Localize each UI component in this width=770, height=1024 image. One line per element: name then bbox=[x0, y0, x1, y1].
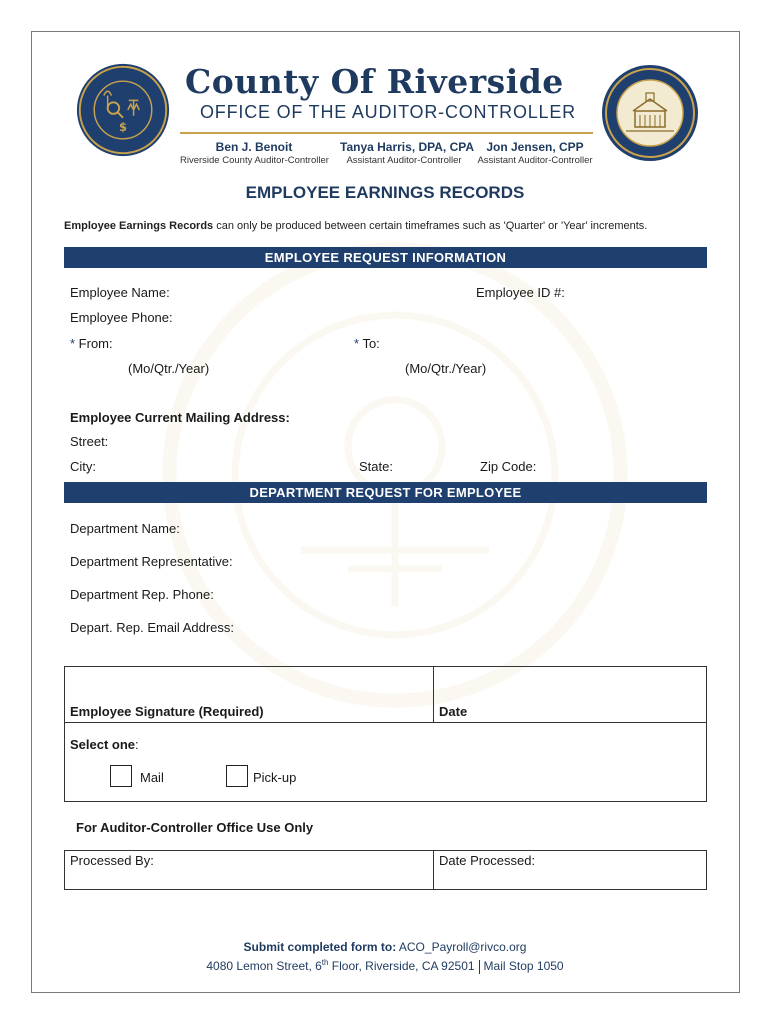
officer-auditor-controller bbox=[180, 140, 328, 166]
officer-name: Tanya Harris, DPA, CPA bbox=[340, 140, 475, 154]
submit-instructions bbox=[0, 940, 770, 954]
officer-title: Assistant Auditor-Controller bbox=[346, 155, 462, 166]
from-date-hint: (Mo/Qtr./Year) bbox=[128, 361, 210, 376]
select-one-colon: : bbox=[135, 737, 139, 752]
pickup-checkbox[interactable] bbox=[226, 765, 248, 787]
county-seal-icon bbox=[600, 63, 700, 163]
office-address bbox=[0, 958, 770, 974]
employee-id-field[interactable]: Employee ID #: bbox=[476, 285, 565, 300]
department-rep-phone-field[interactable]: Department Rep. Phone: bbox=[70, 587, 214, 602]
officer-assistant-1 bbox=[340, 140, 475, 166]
officer-assistant-2 bbox=[476, 140, 594, 166]
state-field[interactable]: State: bbox=[359, 459, 393, 474]
officer-title: Assistant Auditor-Controller bbox=[477, 155, 593, 166]
employee-phone-field[interactable]: Employee Phone: bbox=[70, 310, 173, 325]
employee-name-field[interactable]: Employee Name: bbox=[70, 285, 170, 300]
date-processed-field[interactable]: Date Processed: bbox=[439, 853, 536, 868]
required-star: * bbox=[354, 336, 360, 351]
zip-code-field[interactable]: Zip Code: bbox=[480, 459, 537, 474]
office-use-column-divider bbox=[433, 851, 434, 889]
watermark-seal-icon bbox=[160, 240, 630, 710]
city-field[interactable]: City: bbox=[70, 459, 96, 474]
county-title: County Of Riverside bbox=[185, 62, 564, 101]
document-title: EMPLOYEE EARNINGS RECORDS bbox=[245, 183, 525, 202]
officer-name: Ben J. Benoit bbox=[215, 140, 293, 154]
select-one-bold: Select one bbox=[70, 737, 136, 752]
from-label: From: bbox=[75, 336, 113, 351]
signature-column-divider bbox=[433, 667, 434, 722]
signature-divider bbox=[65, 722, 706, 723]
processed-by-field[interactable]: Processed By: bbox=[70, 853, 154, 868]
address-separator bbox=[479, 960, 480, 974]
officer-name: Jon Jensen, CPP bbox=[486, 140, 584, 154]
office-subtitle: OFFICE OF THE AUDITOR-CONTROLLER bbox=[200, 102, 576, 122]
submit-label: Submit completed form to: bbox=[243, 940, 397, 954]
department-section-heading: DEPARTMENT REQUEST FOR EMPLOYEE bbox=[64, 482, 707, 503]
department-rep-field[interactable]: Department Representative: bbox=[70, 554, 233, 569]
auditor-controller-seal-icon bbox=[75, 62, 171, 158]
signature-date-field[interactable]: Date bbox=[439, 704, 468, 719]
mail-stop: Mail Stop 1050 bbox=[483, 959, 564, 973]
to-label: To: bbox=[359, 336, 380, 351]
mail-option-label: Mail bbox=[140, 770, 164, 785]
pickup-option-label: Pick-up bbox=[253, 770, 297, 785]
department-rep-email-field[interactable]: Depart. Rep. Email Address: bbox=[70, 620, 235, 635]
submit-email[interactable]: ACO_Payroll@rivco.org bbox=[396, 940, 527, 954]
required-star: * bbox=[70, 336, 76, 351]
office-use-heading: For Auditor-Controller Office Use Only bbox=[76, 820, 314, 835]
from-date-field[interactable] bbox=[70, 336, 113, 351]
select-one-label bbox=[70, 737, 139, 752]
employee-section-heading: EMPLOYEE REQUEST INFORMATION bbox=[64, 247, 707, 268]
to-date-field[interactable] bbox=[354, 336, 380, 351]
department-name-field[interactable]: Department Name: bbox=[70, 521, 180, 536]
intro-bold: Employee Earnings Records bbox=[64, 220, 214, 232]
address-ordinal: th bbox=[321, 958, 329, 967]
office-use-box bbox=[64, 850, 707, 890]
intro-text bbox=[64, 220, 647, 232]
address-street: 4080 Lemon Street, 6 bbox=[206, 959, 322, 973]
mail-checkbox[interactable] bbox=[110, 765, 132, 787]
to-date-hint: (Mo/Qtr./Year) bbox=[405, 361, 487, 376]
employee-signature-field[interactable]: Employee Signature (Required) bbox=[70, 704, 264, 719]
svg-text:$: $ bbox=[118, 120, 128, 135]
street-field[interactable]: Street: bbox=[70, 434, 109, 449]
address-city: Floor, Riverside, CA 92501 bbox=[328, 959, 475, 973]
mailing-address-heading: Employee Current Mailing Address: bbox=[70, 410, 290, 425]
intro-rest: can only be produced between certain timeframes such as 'Quarter' or 'Year' increments. bbox=[213, 220, 648, 232]
officer-title: Riverside County Auditor-Controller bbox=[180, 155, 329, 166]
header-divider bbox=[180, 132, 593, 134]
